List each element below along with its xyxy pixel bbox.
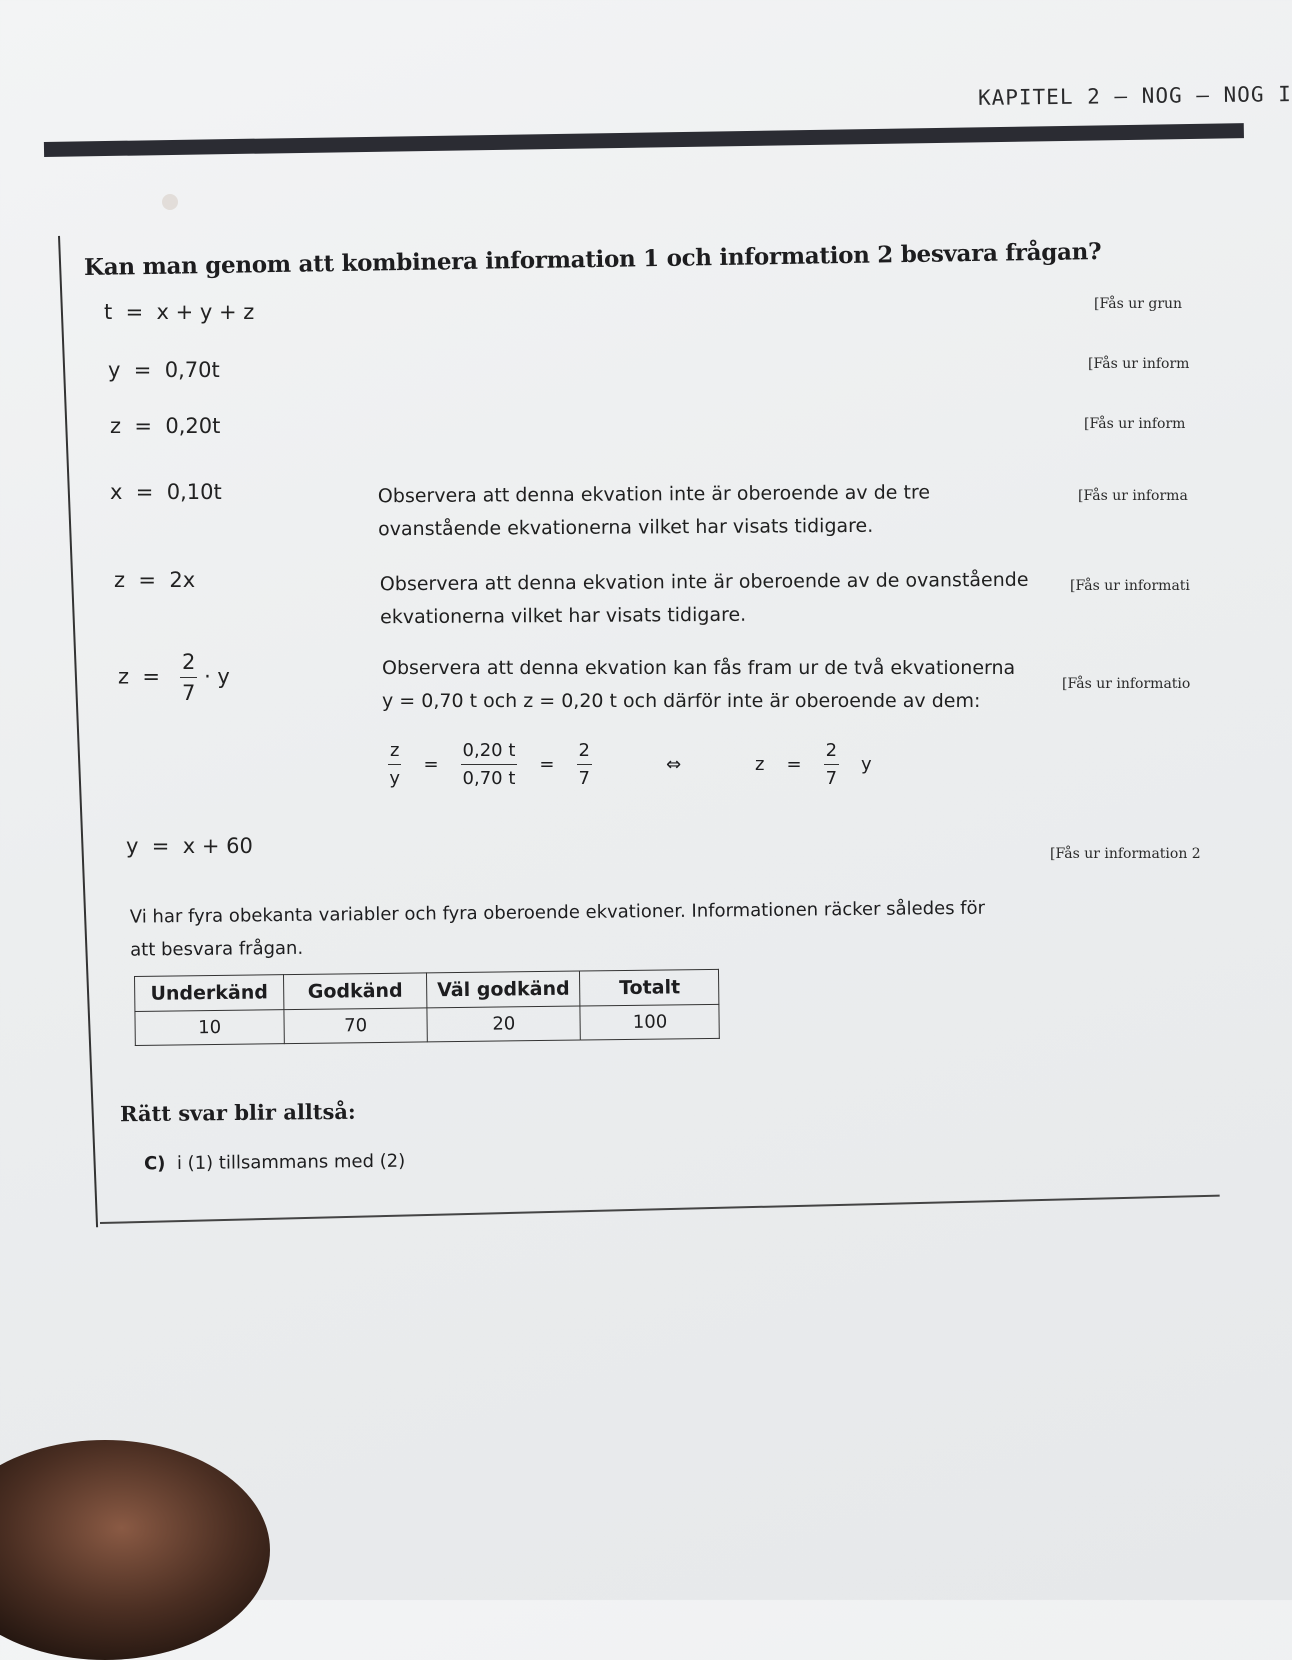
- chapter-header: KAPITEL 2 – NOG – NOG I: [977, 82, 1292, 110]
- table-cell: 20: [427, 1006, 581, 1042]
- equation-z-2x: z = 2x: [114, 568, 196, 592]
- source-label-3: [Fås ur inform: [1084, 416, 1186, 432]
- equation-x: x = 0,10t: [110, 480, 222, 504]
- table-cell: 10: [135, 1010, 284, 1046]
- source-label-1: [Fås ur grun: [1094, 296, 1183, 312]
- frame-left-border: [58, 236, 98, 1227]
- header-rule: [44, 123, 1244, 157]
- question-heading: Kan man genom att kombinera information 1 och information 2 besvara frågan?: [83, 238, 1102, 281]
- equation-y: y = 0,70t: [108, 358, 220, 382]
- source-label-5: [Fås ur informati: [1070, 578, 1190, 594]
- table-header-cell: Godkänd: [283, 973, 426, 1010]
- note-equation-z-frac: Observera att denna ekvation kan fås fram ur de två ekvationerna y = 0,70 t och z = 0,20 t och därför inte är oberoende av dem:: [382, 657, 1016, 712]
- equivalence-icon: ⇔: [665, 754, 682, 775]
- equation-t: t = x + y + z: [104, 300, 255, 324]
- answer-heading: Rätt svar blir alltså:: [119, 1098, 356, 1127]
- answer-line: C) i (1) tillsammans med (2): [143, 1150, 406, 1175]
- source-label-6: [Fås ur informatio: [1062, 676, 1191, 692]
- frame-bottom-border: [100, 1195, 1220, 1224]
- table-cell: 100: [580, 1004, 719, 1040]
- equation-y-x60: y = x + 60: [126, 834, 253, 858]
- table-cell: 70: [284, 1008, 427, 1044]
- source-label-2: [Fås ur inform: [1088, 356, 1190, 372]
- source-label-4: [Fås ur informa: [1078, 488, 1188, 504]
- equation-z-frac: z = $\frac{2}{7}$ · y: [118, 650, 230, 705]
- equation-z: z = 0,20t: [110, 414, 221, 438]
- table-row: [135, 1004, 720, 1045]
- table-header-cell: Totalt: [580, 969, 719, 1006]
- conclusion-text: Vi har fyra obekanta variabler och fyra oberoende ekvationer. Informationen räcker således för att besvara frågan.: [129, 897, 986, 961]
- source-label-7: [Fås ur information 2: [1050, 846, 1201, 862]
- note-equation-z-2x: Observera att denna ekvation inte är oberoende av de ovanstående ekvationerna vilket har visats tidigare.: [379, 568, 1029, 629]
- derivation: $\frac{z}{y}$ = $\frac{0,20 t}{0,70 t}$ = $\frac{2}{7}$ ⇔ z = $\frac{2}{7}$ y: [389, 740, 872, 789]
- finger-in-frame: [0, 1440, 270, 1660]
- table-header-cell: Underkänd: [135, 975, 284, 1012]
- note-equation-x: Observera att denna ekvation inte är oberoende av de tre ovanstående ekvationerna vilket har visats tidigare.: [377, 481, 931, 541]
- grades-table: [134, 969, 720, 1046]
- paper-smudge: [162, 194, 178, 210]
- table-header-cell: Väl godkänd: [426, 971, 580, 1008]
